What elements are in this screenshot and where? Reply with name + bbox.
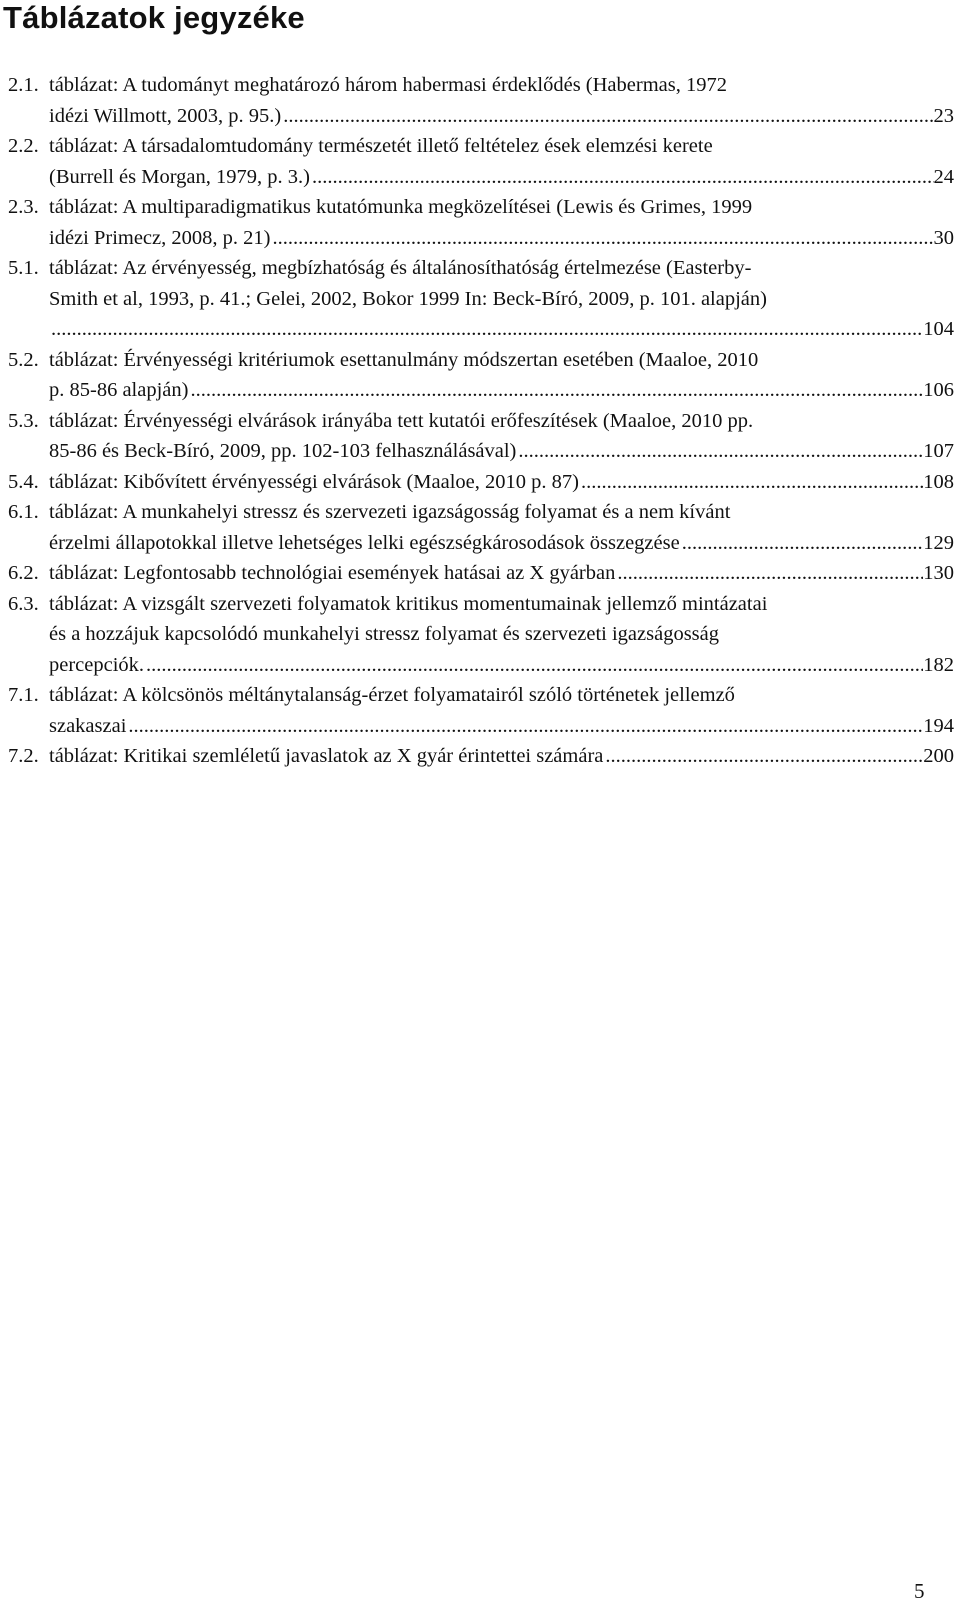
toc-entry[interactable] [8, 680, 954, 741]
entry-page-number: 104 [923, 318, 954, 340]
entry-number: 5.2. [8, 348, 39, 371]
entry-text: táblázat: Az érvényesség, megbízhatóság és általánosíthatóság értelmezése (Easterby- [49, 257, 752, 279]
entry-page-number: 108 [923, 470, 954, 493]
entry-text: percepciók. [49, 653, 145, 676]
entry-page-number: 182 [923, 653, 954, 676]
entry-text: és a hozzájuk kapcsolódó munkahelyi stressz folyamat és szervezeti igazságosság [49, 623, 720, 645]
dot-leader [188, 375, 923, 406]
table-of-tables [8, 70, 954, 772]
dot-leader [144, 650, 923, 681]
entry-text: táblázat: A tudományt meghatározó három habermasi érdeklődés (Habermas, 1972 [49, 74, 727, 96]
entry-text: táblázat: A multiparadigmatikus kutatómunka megközelítései (Lewis és Grimes, 1999 [49, 196, 753, 218]
entry-number: 2.3. [8, 196, 39, 218]
entry-text: táblázat: Kibővített érvényességi elvárások (Maaloe, 2010 p. 87) [49, 470, 579, 493]
entry-text: (Burrell és Morgan, 1979, p. 3.) [49, 165, 310, 188]
entry-number: 7.1. [8, 684, 39, 706]
toc-entry[interactable] [8, 253, 954, 345]
entry-number: 5.3. [8, 409, 39, 432]
entry-text: táblázat: Érvényességi kritériumok esettanulmány módszertan esetében (Maaloe, 2010 [49, 348, 759, 371]
entry-text: táblázat: Érvényességi elvárások irányába tett kutatói erőfeszítések (Maaloe, 2010 pp. [49, 409, 754, 432]
entry-number: 6.1. [8, 501, 39, 523]
entry-page-number: 129 [923, 531, 954, 554]
dot-leader [310, 162, 934, 193]
entry-text: táblázat: A munkahelyi stressz és szervezeti igazságosság folyamat és a nem kívánt [49, 501, 731, 523]
entry-text: idézi Willmott, 2003, p. 95.) [49, 104, 282, 127]
entry-text: Smith et al, 1993, p. 41.; Gelei, 2002, Bokor 1999 In: Beck-Bíró, 2009, p. 101. alapján) [49, 287, 767, 310]
entry-page-number: 23 [933, 104, 954, 127]
entry-number: 2.2. [8, 135, 39, 157]
entry-number: 7.2. [8, 745, 39, 767]
entry-number: 6.2. [8, 562, 39, 584]
toc-entry[interactable] [8, 131, 954, 192]
dot-leader [603, 741, 923, 772]
toc-entry[interactable] [8, 345, 954, 406]
entry-text: p. 85-86 alapján) [49, 379, 189, 401]
toc-entry[interactable] [8, 406, 954, 467]
entry-page-number: 130 [923, 562, 954, 584]
dot-leader [516, 436, 923, 467]
entry-text: táblázat: A kölcsönös méltánytalanság-érzet folyamatairól szóló történetek jellemző [49, 684, 735, 706]
entry-text: 85-86 és Beck-Bíró, 2009, pp. 102-103 felhasználásával) [49, 440, 517, 462]
entry-number: 5.4. [8, 470, 39, 493]
entry-text: érzelmi állapotokkal illetve lehetséges lelki egészségkárosodások összegzése [49, 531, 680, 554]
toc-entry[interactable] [8, 70, 954, 131]
toc-entry[interactable] [8, 497, 954, 558]
dot-leader [49, 314, 923, 345]
toc-entry[interactable] [8, 741, 954, 772]
entry-number: 2.1. [8, 74, 39, 96]
entry-text: szakaszai [49, 714, 127, 737]
dot-leader [281, 101, 933, 132]
entry-text: táblázat: Kritikai szemléletű javaslatok az X gyár érintettei számára [49, 745, 604, 767]
toc-entry[interactable] [8, 589, 954, 681]
entry-text: idézi Primecz, 2008, p. 21) [49, 226, 271, 249]
page-number: 5 [914, 1579, 925, 1603]
entry-text: táblázat: A vizsgált szervezeti folyamatok kritikus momentumainak jellemző mintázatai [49, 592, 768, 615]
toc-entry[interactable] [8, 467, 954, 498]
entry-number: 5.1. [8, 257, 39, 279]
page-title: Táblázatok jegyzéke [3, 0, 305, 35]
entry-number: 6.3. [8, 592, 39, 615]
dot-leader [579, 467, 923, 498]
entry-page-number: 24 [933, 165, 954, 188]
dot-leader [126, 711, 923, 742]
entry-page-number: 106 [923, 379, 954, 401]
entry-page-number: 194 [923, 714, 954, 737]
toc-entry[interactable] [8, 558, 954, 589]
entry-page-number: 200 [923, 745, 954, 767]
entry-page-number: 107 [923, 440, 954, 462]
dot-leader [680, 528, 924, 559]
dot-leader [615, 558, 923, 589]
entry-text: táblázat: Legfontosabb technológiai események hatásai az X gyárban [49, 562, 616, 584]
dot-leader [270, 223, 933, 254]
entry-page-number: 30 [933, 226, 954, 249]
toc-entry[interactable] [8, 192, 954, 253]
entry-text: táblázat: A társadalomtudomány természetét illető feltételez ések elemzési kerete [49, 135, 713, 157]
